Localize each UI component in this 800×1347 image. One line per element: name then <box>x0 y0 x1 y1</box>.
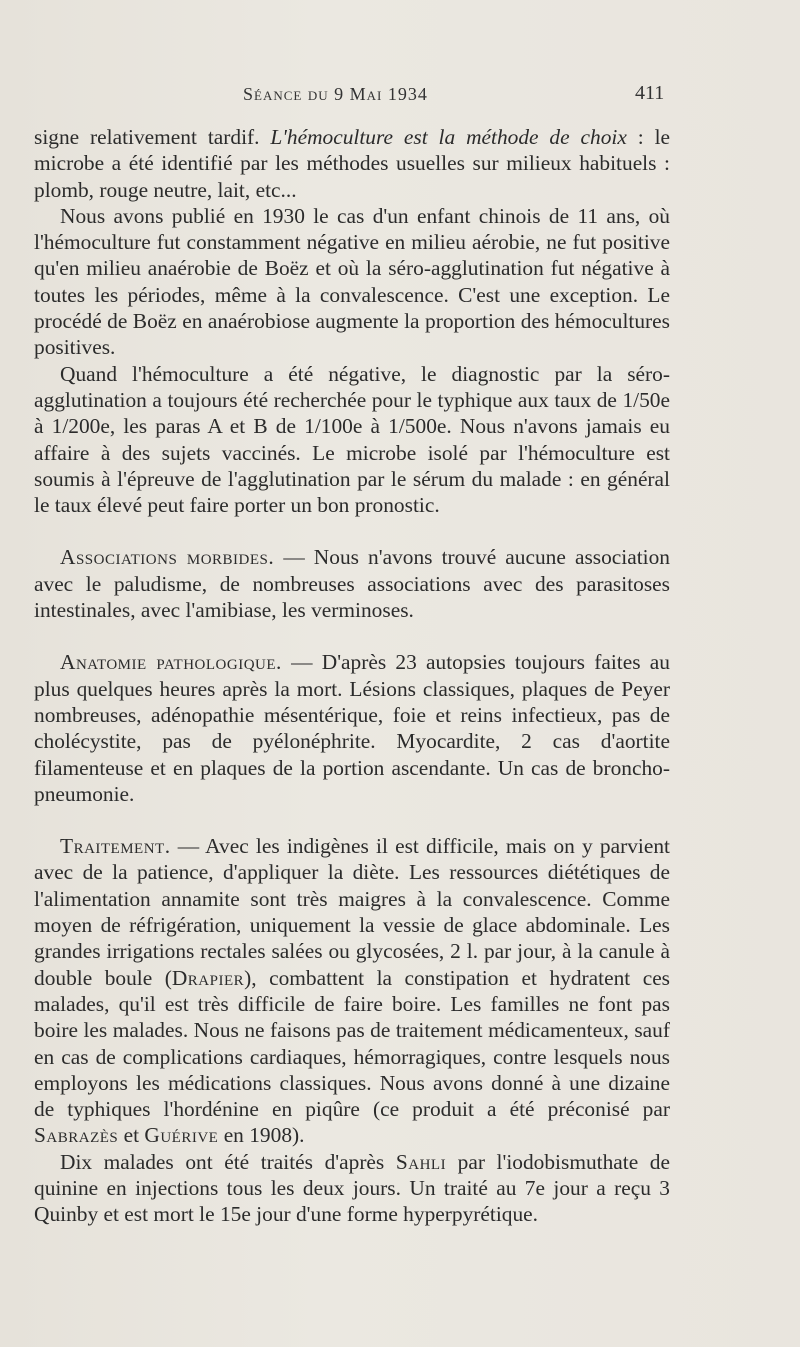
paragraph-sahli: Dix malades ont été traités d'après Sahli par l'iodobismuthate de quinine en injections tous les deux jours. Un traité au 7e jour a reçu 3 Quinby et est mort le 15e jour d'une forme hyperpyrétique. <box>34 1149 670 1227</box>
author-sabrazes: Sabrazès <box>34 1123 119 1148</box>
body-text <box>34 124 670 1228</box>
section-anatomie: Anatomie pathologique. — D'après 23 autopsies toujours faites au plus quelques heures après la mort. Lésions classiques, plaques de Peyer nombreuses, adénopathie mésentérique, foie et reins infectieux, pas de cholécystite, pas de pyélonéphrite. Myocardite, 2 cas d'aortite filamenteuse et en plaques de la portion ascendante. Un cas de broncho-pneumonie. <box>34 650 670 806</box>
emphasis-text: L'hémoculture est la méthode de choix <box>270 125 627 149</box>
section-traitement: Traitement. — Avec les indigènes il est difficile, mais on y parvient avec de la patience, d'appliquer la diète. Les ressources diététiques de l'alimentation annamite sont très maigres à la convalescence. Comme moyen de réfrigération, uniquement la vessie de glace abdominale. Les grandes irrigations rectales salées ou glycosées, 2 l. par jour, à la canule à double boule (Drapier), combattent la constipation et hydratent ces malades, qu'il est très difficile de faire boire. Les familles ne font pas boire les malades. Nous ne faisons pas de traitement médicamenteux, sauf en cas de complications cardiaques, hémorragiques, contre lesquels nous employons les médications classiques. Nous avons donné à une dizaine de typhiques l'hordénine en piqûre (ce produit a été préconisé par Sabrazès et Guérive en 1908). <box>34 834 671 1148</box>
author-sahli: Sahli <box>395 1149 447 1174</box>
page-header <box>0 80 800 108</box>
section-title-traitement: Traitement. <box>60 834 171 859</box>
author-guerive: Guérive <box>144 1123 219 1148</box>
running-head: Séance du 9 Mai 1934 <box>243 84 428 104</box>
paragraph-hemoculture: signe relativement tardif. L'hémoculture est la méthode de choix : le microbe a été identifié par les méthodes usuelles sur milieux habituels : plomb, rouge neutre, lait, etc... <box>34 125 671 202</box>
section-associations: Associations morbides. — Nous n'avons trouvé aucune association avec le paludisme, de nombreuses associations avec des parasitoses intestinales, avec l'amibiase, les verminoses. <box>34 545 670 623</box>
paragraph-seroagglutination: Quand l'hémoculture a été négative, le diagnostic par la séro-agglutination a toujours été recherchée pour le typhique aux taux de 1/50e à 1/200e, les paras A et B de 1/100e à 1/500e. Nous n'avons jamais eu affaire à des sujets vaccinés. Le microbe isolé par l'hémoculture est soumis à l'épreuve de l'agglutination par le sérum du malade : en général le taux élevé peut faire porter un bon pronostic. <box>34 361 670 518</box>
section-title-associations: Associations morbides. <box>60 545 275 570</box>
paragraph-case-report: Nous avons publié en 1930 le cas d'un enfant chinois de 11 ans, où l'hémoculture fut constamment négative en milieu aérobie, ne fut positive qu'en milieu anaérobie de Boëz et où la séro-agglutination fut négative à toutes les périodes, même à la convalescence. C'est une exception. Le procédé de Boëz en anaérobiose augmente la proportion des hémocultures positives. <box>34 203 670 360</box>
section-title-anatomie: Anatomie pathologique. <box>60 650 282 675</box>
page-number: 411 <box>635 82 665 104</box>
author-drapier: Drapier <box>171 965 245 990</box>
